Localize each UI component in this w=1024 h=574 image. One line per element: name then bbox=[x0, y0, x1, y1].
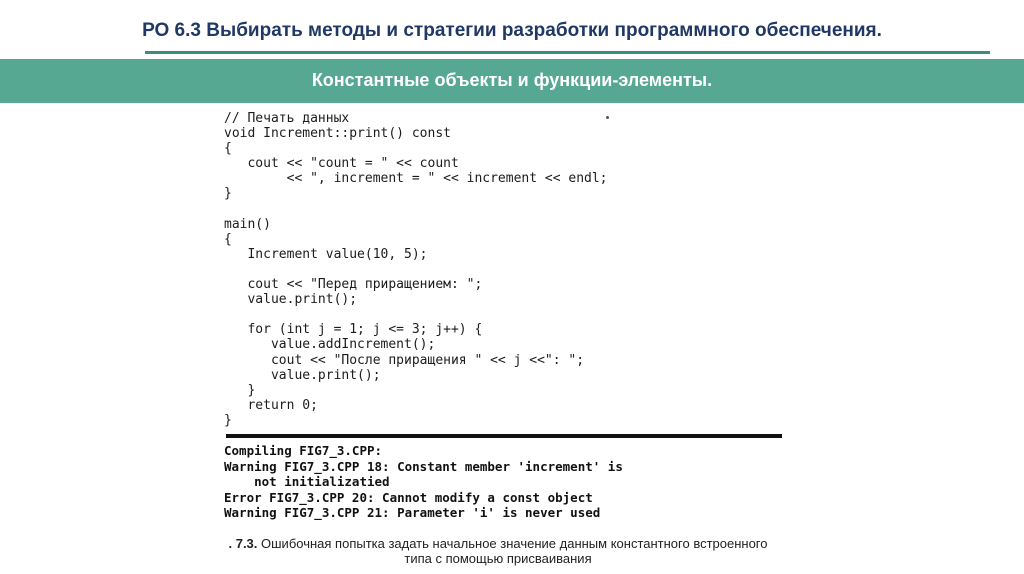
section-banner bbox=[0, 59, 1024, 103]
figure-caption-text: Ошибочная попытка задать начальное значение данным константного встроенного типа с помощью присваивания bbox=[257, 536, 768, 566]
slide-title: РО 6.3 Выбирать методы и стратегии разработки программного обеспечения. bbox=[142, 20, 882, 41]
figure-number: . 7.3. bbox=[228, 536, 258, 551]
code-listing: // Печать данных void Increment::print() const { cout << "count = " << count << ", increment = " << increment << endl; } main() { Increment value(10, 5); cout << "Перед приращением: "; value.print(); for (int j = 1; j <= 3; j++) { value.addIncrement(); cout << "После приращения " << j <<": "; value.print(); } return 0; } bbox=[224, 111, 608, 428]
title-underline bbox=[145, 51, 990, 54]
compiler-output: Compiling FIG7_3.CPP: Warning FIG7_3.CPP 18: Constant member 'increment' is not initializatied Error FIG7_3.CPP 20: Cannot modify a const object Warning FIG7_3.CPP 21: Parameter 'i' is never used bbox=[224, 443, 623, 520]
scanned-figure bbox=[210, 105, 800, 567]
output-separator bbox=[226, 434, 782, 438]
section-banner-title: Константные объекты и функции-элементы. bbox=[311, 70, 713, 90]
scan-artifact bbox=[606, 116, 609, 119]
figure-caption bbox=[214, 536, 782, 566]
